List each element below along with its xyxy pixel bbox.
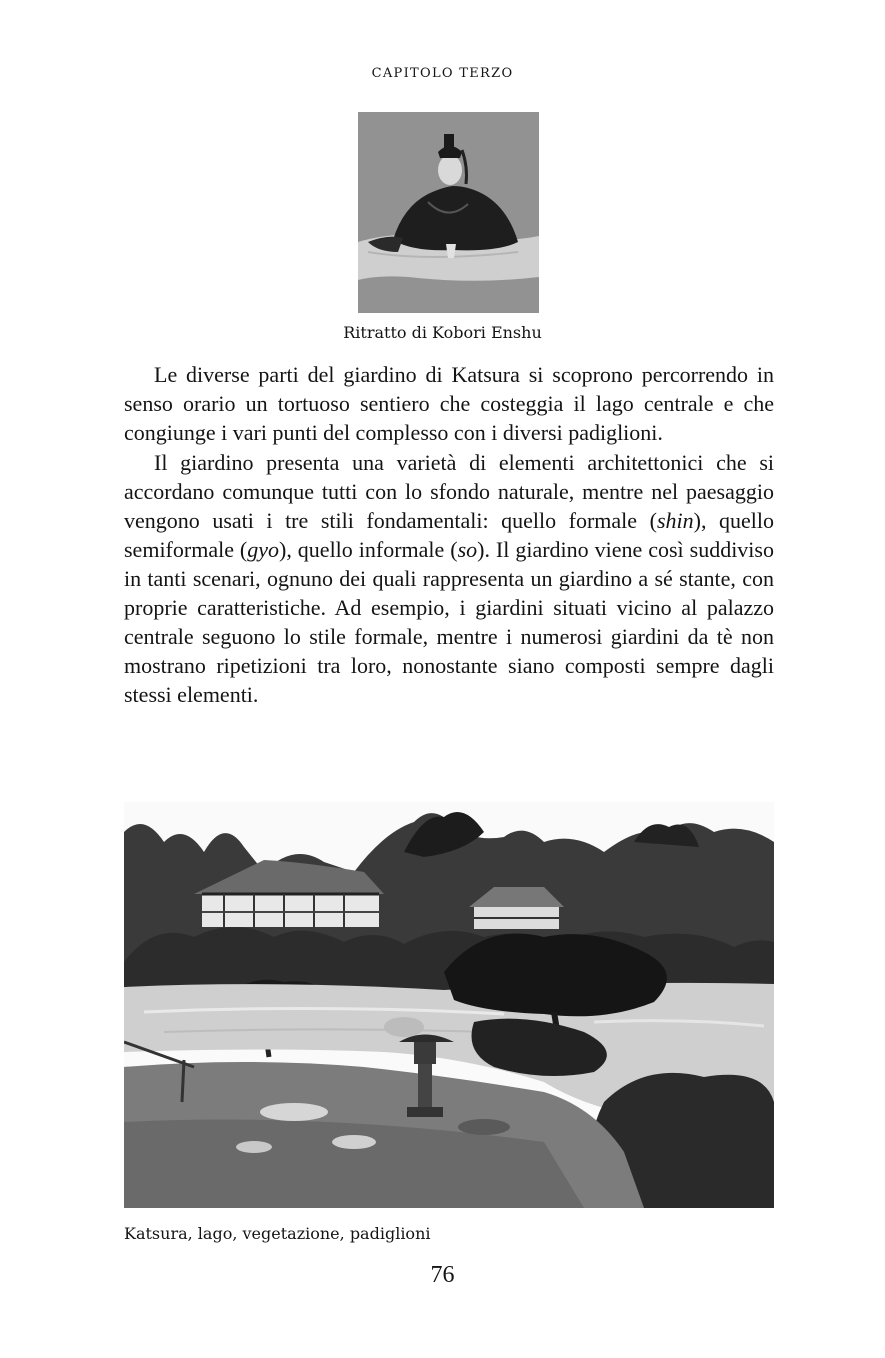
paragraph-2-text: ), quello semiformale (: [124, 508, 774, 562]
body-text: [124, 360, 774, 709]
paragraph-2: [124, 448, 774, 709]
running-head: CAPITOLO TERZO: [371, 66, 514, 81]
garden-caption: Katsura, lago, vegetazione, padiglioni: [124, 1224, 431, 1243]
term-shin: shin: [656, 508, 694, 533]
paragraph-2-text: Il giardino presenta una varietà di elementi architettonici che si accordano comunque tutti con lo sfondo naturale, mentre nel paesaggio vengono usati i tre stili fondamentali: quello formale (: [124, 450, 774, 533]
paragraph-2-text: ), quello informale (: [279, 537, 458, 562]
paragraph-2-text: ). Il giardino viene così suddiviso in tanti scenari, ognuno dei quali rappresenta un giardino a sé stante, con proprie caratteristiche. Ad esempio, i giardini situati vicino al palazzo centrale seguono lo stile formale, mentre i numerosi giardini da tè non mostrano ripetizioni tra loro, nonostante siano composti sempre dagli stessi elementi.: [124, 537, 774, 707]
page-number: 76: [430, 1262, 455, 1288]
portrait-caption: Ritratto di Kobori Enshu: [343, 323, 542, 342]
paragraph-1: Le diverse parti del giardino di Katsura si scoprono percorrendo in senso orario un tortuoso sentiero che costeggia il lago centrale e che congiunge i vari punti del complesso con i diversi padiglioni.: [124, 362, 774, 445]
portrait-image: [358, 112, 539, 313]
term-so: so: [457, 537, 478, 562]
garden-photo: [124, 722, 774, 1208]
term-gyo: gyo: [247, 537, 280, 562]
